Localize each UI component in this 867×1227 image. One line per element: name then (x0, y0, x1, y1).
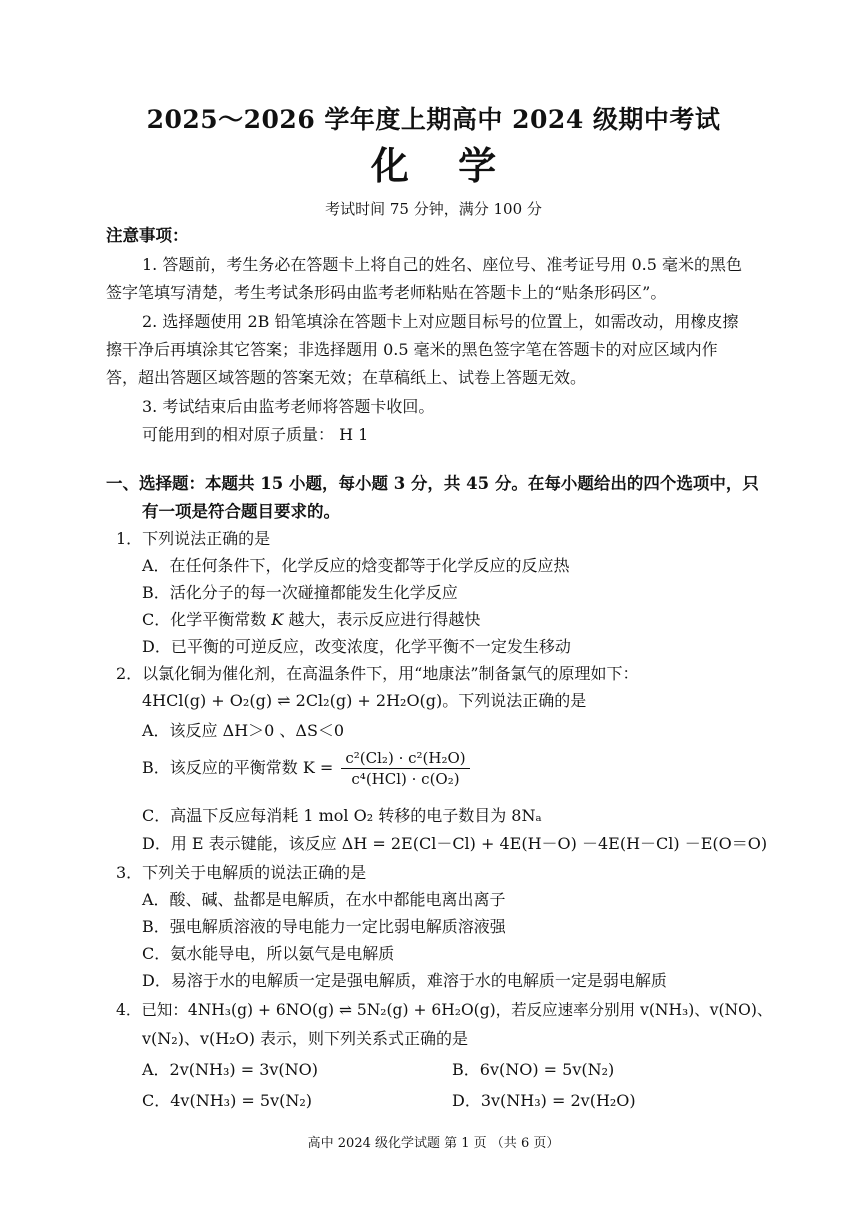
q2-option-a: A．该反应 ΔH＞0 、ΔS＜0 (142, 721, 345, 740)
q3-option-d: D．易溶于水的电解质一定是强电解质，难溶于水的电解质一定是弱电解质 (142, 971, 667, 990)
q1-stem: 1．下列说法正确的是 (116, 529, 271, 548)
q1-option-a: A．在任何条件下，化学反应的焓变都等于化学反应的反应热 (142, 556, 570, 575)
exam-info: 考试时间 75 分钟，满分 100 分 (325, 200, 542, 218)
q2-option-b: B．该反应的平衡常数 K = $\frac{\text{c²(Cl₂) · c²(H₂O)}}{\text{c⁴(HCl) · c(O₂)}}$ (142, 748, 473, 789)
q4-stem-2: v(N₂)、v(H₂O) 表示，则下列关系式正确的是 (142, 1029, 469, 1048)
notice-line-5: 答，超出答题区域答题的答案无效；在草稿纸上、试卷上答题无效。 (106, 368, 587, 387)
q3-option-b: B．强电解质溶液的导电能力一定比弱电解质溶液强 (142, 917, 506, 936)
q1-option-d: D．已平衡的可逆反应，改变浓度，化学平衡不一定发生移动 (142, 637, 571, 656)
q3-option-c: C．氨水能导电，所以氨气是电解质 (142, 944, 395, 963)
q2-option-d: D．用 E 表示键能，该反应 ΔH = 2E(Cl－Cl) + 4E(H－O) －4E(H－Cl) －E(O＝O) (142, 834, 768, 853)
q2-equation: 4HCl(g) + O₂(g) ⇌ 2Cl₂(g) + 2H₂O(g)。下列说法正确的是 (142, 691, 587, 710)
q2-option-c: C．高温下反应每消耗 1 mol O₂ 转移的电子数目为 8Nₐ (142, 806, 542, 825)
notice-heading: 注意事项： (106, 226, 189, 245)
exam-title: 2025～2026 学年度上期高中 2024 级期中考试 (146, 105, 721, 134)
q2-stem: 2．以氯化铜为催化剂，在高温条件下，用“地康法”制备氯气的原理如下： (116, 664, 639, 683)
notice-line-2: 签字笔填写清楚，考生考试条形码由监考老师粘贴在答题卡上的“贴条形码区”。 (106, 283, 667, 302)
q3-option-a: A．酸、碱、盐都是电解质，在水中都能电离出离子 (142, 890, 506, 909)
q4-option-a: A．2v(NH₃) = 3v(NO) (142, 1060, 319, 1079)
q1-option-c: C．化学平衡常数 K 越大，表示反应进行得越快 (142, 610, 481, 629)
section1-heading: 一、选择题：本题共 15 小题，每小题 3 分，共 45 分。在每小题给出的四个选项中，只 (106, 474, 759, 493)
section1-heading-2: 有一项是符合题目要求的。 (142, 502, 340, 521)
notice-line-7: 可能用到的相对原子质量： H 1 (142, 425, 369, 444)
q4-option-b: B．6v(NO) = 5v(N₂) (452, 1060, 615, 1079)
notice-line-6: 3. 考试结束后由监考老师将答题卡收回。 (142, 397, 435, 416)
subject-title: 化 学 (370, 143, 515, 188)
equilibrium-constant-fraction: $\frac{\text{c²(Cl₂) · c²(H₂O)}}{\text{c⁴(HCl) · c(O₂)}}$ (341, 748, 469, 789)
notice-line-3: 2. 选择题使用 2B 铅笔填涂在答题卡上对应题目标号的位置上，如需改动，用橡皮擦 (142, 312, 739, 331)
q4-option-c: C．4v(NH₃) = 5v(N₂) (142, 1091, 313, 1110)
q3-stem: 3．下列关于电解质的说法正确的是 (116, 863, 367, 882)
page-footer: 高中 2024 级化学试题 第 1 页 （共 6 页） (307, 1136, 560, 1151)
q1-option-b: B．活化分子的每一次碰撞都能发生化学反应 (142, 583, 458, 602)
q4-stem: 4．已知：4NH₃(g) + 6NO(g) ⇌ 5N₂(g) + 6H₂O(g)，若反应速率分别用 v(NH₃)、v(NO)、 (116, 1001, 773, 1019)
notice-line-4: 擦干净后再填涂其它答案；非选择题用 0.5 毫米的黑色签字笔在答题卡的对应区域内作 (106, 340, 718, 359)
notice-line-1: 1. 答题前，考生务必在答题卡上将自己的姓名、座位号、准考证号用 0.5 毫米的黑色 (142, 255, 742, 274)
q4-option-d: D．3v(NH₃) = 2v(H₂O) (452, 1091, 636, 1110)
